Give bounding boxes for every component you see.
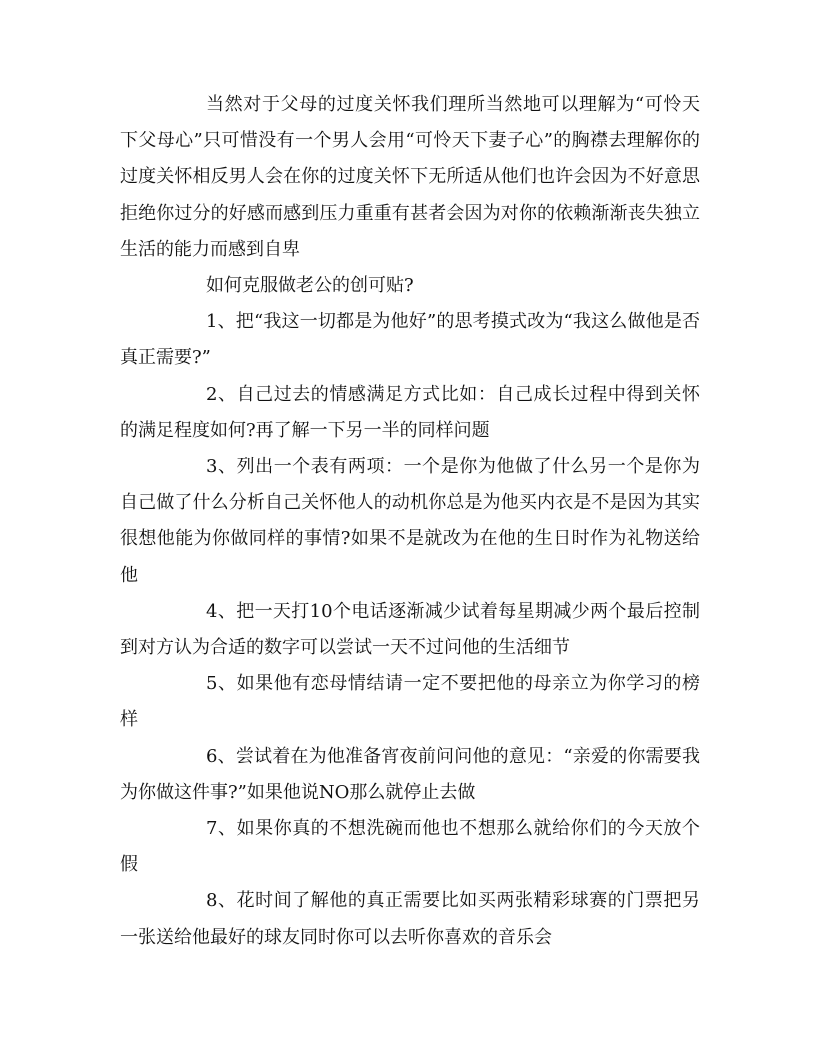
list-item-7: 7、如果你真的不想洗碗而他也不想那么就给你们的今天放个假	[120, 818, 700, 876]
list-item-3: 3、列出一个表有两项：一个是你为他做了什么另一个是你为自己做了什么分析自己关怀他人的动机你总是为他买内衣是不是因为其实很想他能为你做同样的事情?如果不是就改为在他的生日时作为礼物送给他	[120, 456, 700, 586]
list-item-2: 2、自己过去的情感满足方式比如：自己成长过程中得到关怀的满足程度如何?再了解一下另一半的同样问题	[120, 383, 700, 441]
section-heading: 如何克服做老公的创可贴?	[206, 275, 414, 297]
paragraph-intro: 当然对于父母的过度关怀我们理所当然地可以理解为“可怜天下父母心”只可惜没有一个男人会用“可怜天下妻子心”的胸襟去理解你的过度关怀相反男人会在你的过度关怀下无所适从他们也许会因为不好意思拒绝你过分的好感而感到压力重重有甚者会因为对你的依赖渐渐丧失独立生活的能力而感到自卑	[120, 94, 700, 260]
list-item-1: 1、把“我这一切都是为他好”的思考摸式改为“我这么做他是否真正需要?”	[120, 311, 700, 369]
list-item-5: 5、如果他有恋母情结请一定不要把他的母亲立为你学习的榜样	[120, 673, 700, 731]
list-item-6: 6、尝试着在为他准备宵夜前问问他的意见：“亲爱的你需要我为你做这件事?”如果他说NO那么就停止去做	[120, 745, 700, 803]
document-body	[120, 87, 700, 956]
list-item-8: 8、花时间了解他的真正需要比如买两张精彩球赛的门票把另一张送给他最好的球友同时你可以去听你喜欢的音乐会	[120, 890, 700, 948]
list-item-4: 4、把一天打10个电话逐渐减少试着每星期减少两个最后控制到对方认为合适的数字可以尝试一天不过问他的生活细节	[120, 600, 700, 659]
